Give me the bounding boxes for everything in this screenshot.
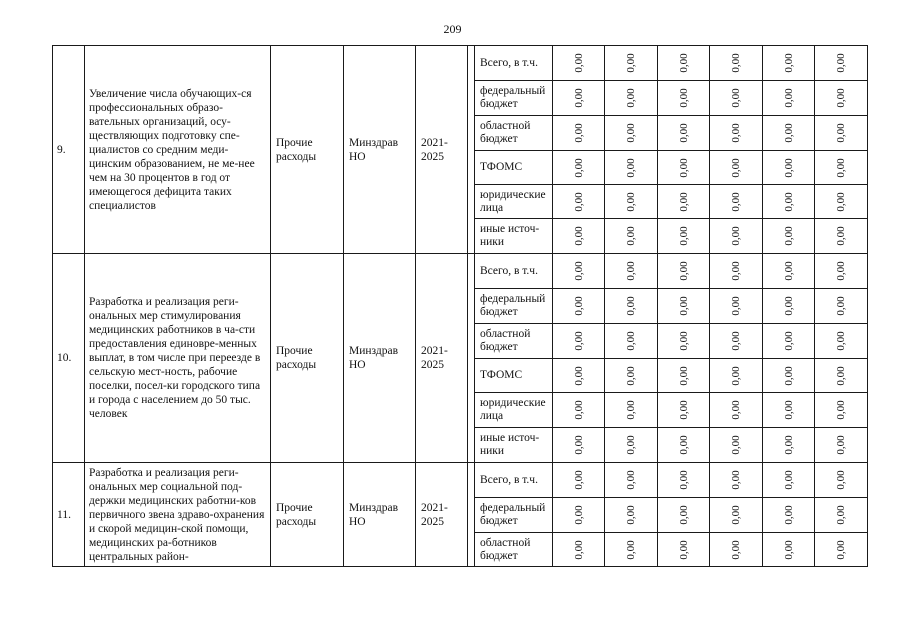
value-cell xyxy=(605,498,658,533)
value-cell xyxy=(815,324,868,359)
value-text: 0,00 xyxy=(835,331,847,351)
item-description: Разработка и реализация реги-ональных мер социальной под-держки медицинских работни-ков первичного звена здраво-охранения и скорой медицин-ской помощи, медицинских ра-ботников центральных район- xyxy=(85,463,271,567)
value-cell xyxy=(710,46,763,81)
value-cell xyxy=(710,324,763,359)
value-cell xyxy=(553,533,605,567)
value-cell xyxy=(553,498,605,533)
spacer-cell xyxy=(468,46,475,254)
value-text: 0,00 xyxy=(835,400,847,420)
spacer-cell xyxy=(468,254,475,463)
value-cell xyxy=(815,533,868,567)
table-row xyxy=(53,46,868,81)
value-text: 0,00 xyxy=(782,53,795,73)
value-text: 0,00 xyxy=(835,191,847,212)
expense-type: Прочие расходы xyxy=(271,254,344,463)
value-cell xyxy=(763,185,815,219)
value-cell xyxy=(658,324,710,359)
funding-source: областной бюджет xyxy=(475,533,553,567)
expense-type: Прочие расходы xyxy=(271,46,344,254)
value-text: 0,00 xyxy=(782,470,795,490)
funding-source: областной бюджет xyxy=(475,324,553,359)
value-text: 0,00 xyxy=(835,296,847,316)
value-text: 0,00 xyxy=(730,400,742,420)
value-cell xyxy=(658,289,710,324)
value-text: 0,00 xyxy=(572,261,585,281)
value-text: 0,00 xyxy=(572,539,585,560)
value-cell xyxy=(763,46,815,81)
value-text: 0,00 xyxy=(677,157,690,178)
value-cell xyxy=(710,533,763,567)
funding-source: ТФОМС xyxy=(475,359,553,393)
value-cell xyxy=(553,46,605,81)
value-cell xyxy=(710,428,763,463)
value-cell xyxy=(815,359,868,393)
value-text: 0,00 xyxy=(625,226,637,246)
funding-source: федеральный бюджет xyxy=(475,498,553,533)
value-cell xyxy=(763,498,815,533)
value-text: 0,00 xyxy=(572,53,585,73)
value-text: 0,00 xyxy=(625,296,637,316)
value-text: 0,00 xyxy=(835,88,847,108)
value-text: 0,00 xyxy=(677,88,690,108)
value-cell xyxy=(710,498,763,533)
value-text: 0,00 xyxy=(572,365,585,386)
period: 2021-2025 xyxy=(416,463,468,567)
value-cell xyxy=(605,254,658,289)
value-cell xyxy=(553,289,605,324)
value-cell xyxy=(605,324,658,359)
value-text: 0,00 xyxy=(730,157,742,178)
value-text: 0,00 xyxy=(730,470,742,490)
value-text: 0,00 xyxy=(835,435,847,455)
funding-source: юридические лица xyxy=(475,185,553,219)
value-cell xyxy=(605,359,658,393)
value-cell xyxy=(553,324,605,359)
value-cell xyxy=(605,185,658,219)
value-text: 0,00 xyxy=(782,365,795,386)
item-description: Увеличение числа обучающих-ся профессиональных образо-вательных организаций, осу-ществляющих подготовку спе-циалистов со средним меди-цинским образованием, не ме-нее чем на 30 процентов в год от имеющегося дефицита таких специалистов xyxy=(85,46,271,254)
value-text: 0,00 xyxy=(782,296,795,316)
value-text: 0,00 xyxy=(835,226,847,246)
funding-source: Всего, в т.ч. xyxy=(475,463,553,498)
value-cell xyxy=(553,359,605,393)
value-text: 0,00 xyxy=(677,191,690,212)
value-text: 0,00 xyxy=(625,123,637,143)
value-cell xyxy=(658,393,710,428)
value-text: 0,00 xyxy=(677,296,690,316)
spacer-cell xyxy=(468,463,475,567)
value-text: 0,00 xyxy=(782,539,795,560)
value-cell xyxy=(763,254,815,289)
responsible-org: Минздрав НО xyxy=(344,463,416,567)
value-cell xyxy=(815,151,868,185)
value-cell xyxy=(553,254,605,289)
value-text: 0,00 xyxy=(572,88,585,108)
funding-source: федеральный бюджет xyxy=(475,289,553,324)
value-text: 0,00 xyxy=(677,226,690,246)
funding-source: ТФОМС xyxy=(475,151,553,185)
value-cell xyxy=(815,46,868,81)
value-text: 0,00 xyxy=(677,123,690,143)
value-cell xyxy=(815,219,868,254)
responsible-org: Минздрав НО xyxy=(344,46,416,254)
value-cell xyxy=(605,151,658,185)
value-cell xyxy=(658,254,710,289)
value-text: 0,00 xyxy=(730,539,742,560)
value-text: 0,00 xyxy=(625,157,637,178)
value-cell xyxy=(553,151,605,185)
value-text: 0,00 xyxy=(782,123,795,143)
value-text: 0,00 xyxy=(677,53,690,73)
value-text: 0,00 xyxy=(730,505,742,525)
period: 2021-2025 xyxy=(416,46,468,254)
value-text: 0,00 xyxy=(625,331,637,351)
value-text: 0,00 xyxy=(572,470,585,490)
value-text: 0,00 xyxy=(730,53,742,73)
budget-table xyxy=(52,45,868,567)
value-cell xyxy=(658,81,710,116)
value-cell xyxy=(553,463,605,498)
value-text: 0,00 xyxy=(625,505,637,525)
value-cell xyxy=(815,463,868,498)
value-cell xyxy=(763,359,815,393)
value-cell xyxy=(815,393,868,428)
value-text: 0,00 xyxy=(730,296,742,316)
value-cell xyxy=(710,81,763,116)
item-number: 11. xyxy=(53,463,85,567)
value-cell xyxy=(553,185,605,219)
value-text: 0,00 xyxy=(730,365,742,386)
value-cell xyxy=(658,151,710,185)
value-cell xyxy=(658,533,710,567)
value-cell xyxy=(658,428,710,463)
value-cell xyxy=(815,254,868,289)
value-text: 0,00 xyxy=(677,470,690,490)
value-text: 0,00 xyxy=(782,331,795,351)
value-text: 0,00 xyxy=(835,123,847,143)
value-cell xyxy=(658,185,710,219)
value-text: 0,00 xyxy=(782,435,795,455)
value-text: 0,00 xyxy=(730,435,742,455)
value-text: 0,00 xyxy=(782,88,795,108)
value-text: 0,00 xyxy=(835,53,847,73)
value-cell xyxy=(605,428,658,463)
value-text: 0,00 xyxy=(572,435,585,455)
value-cell xyxy=(815,428,868,463)
value-cell xyxy=(605,81,658,116)
value-cell xyxy=(815,81,868,116)
value-cell xyxy=(710,185,763,219)
value-cell xyxy=(815,116,868,151)
value-cell xyxy=(658,219,710,254)
value-cell xyxy=(710,254,763,289)
value-cell xyxy=(710,289,763,324)
value-text: 0,00 xyxy=(730,191,742,212)
value-cell xyxy=(658,359,710,393)
value-cell xyxy=(763,533,815,567)
value-cell xyxy=(763,324,815,359)
value-text: 0,00 xyxy=(835,505,847,525)
table-row xyxy=(53,463,868,498)
value-cell xyxy=(605,289,658,324)
value-text: 0,00 xyxy=(625,53,637,73)
value-cell xyxy=(605,533,658,567)
value-text: 0,00 xyxy=(677,331,690,351)
value-text: 0,00 xyxy=(625,88,637,108)
value-cell xyxy=(763,151,815,185)
funding-source: иные источ-ники xyxy=(475,219,553,254)
funding-source: Всего, в т.ч. xyxy=(475,254,553,289)
value-text: 0,00 xyxy=(835,470,847,490)
value-text: 0,00 xyxy=(730,123,742,143)
value-cell xyxy=(763,219,815,254)
value-text: 0,00 xyxy=(677,400,690,420)
value-cell xyxy=(553,219,605,254)
value-text: 0,00 xyxy=(730,88,742,108)
value-cell xyxy=(710,359,763,393)
value-text: 0,00 xyxy=(782,400,795,420)
value-cell xyxy=(815,185,868,219)
value-text: 0,00 xyxy=(572,123,585,143)
value-cell xyxy=(605,219,658,254)
value-text: 0,00 xyxy=(782,505,795,525)
responsible-org: Минздрав НО xyxy=(344,254,416,463)
value-text: 0,00 xyxy=(835,365,847,386)
funding-source: юридические лица xyxy=(475,393,553,428)
value-text: 0,00 xyxy=(625,261,637,281)
value-text: 0,00 xyxy=(625,435,637,455)
value-cell xyxy=(815,498,868,533)
value-cell xyxy=(710,219,763,254)
value-text: 0,00 xyxy=(677,365,690,386)
value-cell xyxy=(553,116,605,151)
value-cell xyxy=(763,428,815,463)
value-text: 0,00 xyxy=(677,539,690,560)
value-cell xyxy=(605,46,658,81)
value-cell xyxy=(710,463,763,498)
value-text: 0,00 xyxy=(835,157,847,178)
value-text: 0,00 xyxy=(572,331,585,351)
table-row xyxy=(53,254,868,289)
value-cell xyxy=(763,463,815,498)
funding-source: областной бюджет xyxy=(475,116,553,151)
value-text: 0,00 xyxy=(572,505,585,525)
value-text: 0,00 xyxy=(730,226,742,246)
value-cell xyxy=(553,81,605,116)
value-text: 0,00 xyxy=(572,226,585,246)
value-text: 0,00 xyxy=(625,470,637,490)
value-cell xyxy=(763,81,815,116)
value-text: 0,00 xyxy=(782,191,795,212)
value-text: 0,00 xyxy=(677,435,690,455)
value-cell xyxy=(658,463,710,498)
value-text: 0,00 xyxy=(677,261,690,281)
value-cell xyxy=(815,289,868,324)
value-text: 0,00 xyxy=(835,261,847,281)
page-number: 209 xyxy=(443,22,462,36)
value-cell xyxy=(605,116,658,151)
value-text: 0,00 xyxy=(572,400,585,420)
value-cell xyxy=(710,151,763,185)
value-text: 0,00 xyxy=(572,157,585,178)
value-text: 0,00 xyxy=(625,400,637,420)
item-number: 10. xyxy=(53,254,85,463)
value-text: 0,00 xyxy=(782,226,795,246)
funding-source: федеральный бюджет xyxy=(475,81,553,116)
funding-source: Всего, в т.ч. xyxy=(475,46,553,81)
value-text: 0,00 xyxy=(572,296,585,316)
item-number: 9. xyxy=(53,46,85,254)
value-cell xyxy=(710,393,763,428)
value-cell xyxy=(605,393,658,428)
value-cell xyxy=(605,463,658,498)
value-cell xyxy=(553,428,605,463)
value-text: 0,00 xyxy=(782,157,795,178)
funding-source: иные источ-ники xyxy=(475,428,553,463)
value-cell xyxy=(658,46,710,81)
value-text: 0,00 xyxy=(782,261,795,281)
expense-type: Прочие расходы xyxy=(271,463,344,567)
value-cell xyxy=(710,116,763,151)
value-text: 0,00 xyxy=(625,191,637,212)
value-text: 0,00 xyxy=(677,505,690,525)
value-cell xyxy=(658,116,710,151)
value-text: 0,00 xyxy=(625,539,637,560)
value-text: 0,00 xyxy=(625,365,637,386)
value-cell xyxy=(763,116,815,151)
value-text: 0,00 xyxy=(835,539,847,560)
value-cell xyxy=(553,393,605,428)
item-description: Разработка и реализация реги-ональных мер стимулирования медицинских работников в ча-сти предоставления единовре-менных выплат, в том числе при переезде в сельскую мест-ность, рабочие поселки, посел-ки городского типа и города с населением до 50 тыс. человек xyxy=(85,254,271,463)
value-text: 0,00 xyxy=(730,261,742,281)
period: 2021-2025 xyxy=(416,254,468,463)
value-cell xyxy=(763,393,815,428)
value-text: 0,00 xyxy=(730,331,742,351)
value-cell xyxy=(658,498,710,533)
value-cell xyxy=(763,289,815,324)
value-text: 0,00 xyxy=(572,191,585,212)
